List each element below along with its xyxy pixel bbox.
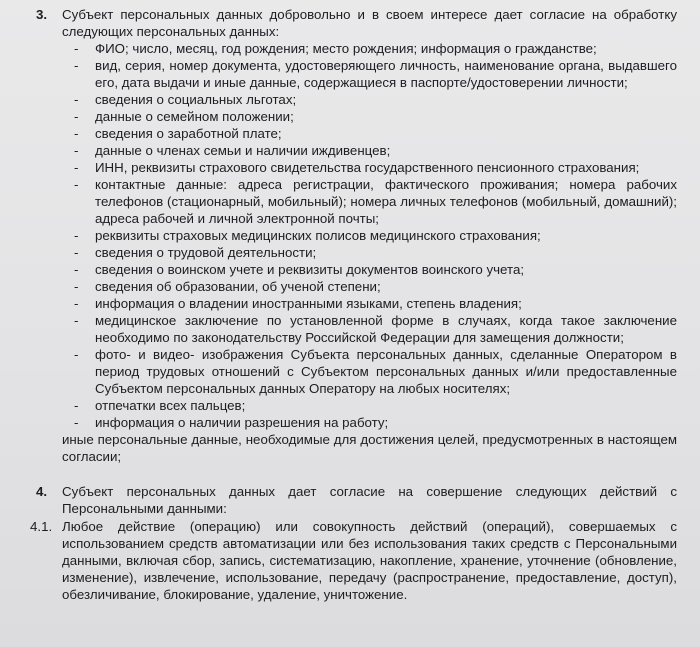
bullet-dash: - <box>74 245 79 260</box>
list-item-text: вид, серия, номер документа, удостоверяющего личность, наименование органа, выдавшего его, дата выдачи и иные данные, содержащиеся в паспорте/удостоверении личности; <box>95 58 677 90</box>
personal-data-list <box>0 40 700 431</box>
subsection-4-1 <box>0 518 700 603</box>
list-item-text: информация о владении иностранными языками, степень владения; <box>95 296 522 311</box>
list-item <box>0 57 677 91</box>
bullet-dash: - <box>74 347 79 362</box>
list-item-text: сведения о заработной плате; <box>95 126 282 141</box>
list-item <box>0 261 677 278</box>
section-3-intro: Субъект персональных данных добровольно и в своем интересе дает согласие на обработку следующих персональных данных: <box>62 7 677 39</box>
list-item <box>0 40 677 57</box>
list-item <box>0 312 677 346</box>
section-4-number: 4. <box>36 484 48 499</box>
section-3-outro: иные персональные данные, необходимые для достижения целей, предусмотренных в настоящем согласии; <box>62 432 677 464</box>
section-4 <box>0 483 700 603</box>
list-item <box>0 397 677 414</box>
bullet-dash: - <box>74 262 79 277</box>
subsection-4-1-text: Любое действие (операцию) или совокупность действий (операций), совершаемых с использованием средств автоматизации или без использования таких средств с Персональными данными, включая сбор, запись, систематизацию, накопление, хранение, уточнение (обновление, изменение), извлечение, использование, передачу (распространение, предоставление, доступ), обезличивание, блокирование, удаление, уничтожение. <box>62 519 677 602</box>
list-item <box>0 346 677 397</box>
list-item-text: сведения об образовании, об ученой степени; <box>95 279 381 294</box>
bullet-dash: - <box>74 41 79 56</box>
list-item <box>0 142 677 159</box>
list-item-text: информация о наличии разрешения на работу; <box>95 415 389 430</box>
list-item <box>0 108 677 125</box>
list-item-text: контактные данные: адреса регистрации, фактического проживания; номера рабочих телефонов (стационарный, мобильный); номера личных телефонов (мобильный, домашний); адреса рабочей и личной электронной почты; <box>95 177 677 226</box>
bullet-dash: - <box>74 92 79 107</box>
list-item <box>0 414 677 431</box>
list-item-text: сведения о трудовой деятельности; <box>95 245 317 260</box>
list-item-text: ФИО; число, месяц, год рождения; место рождения; информация о гражданстве; <box>95 41 597 56</box>
bullet-dash: - <box>74 415 79 430</box>
list-item <box>0 278 677 295</box>
bullet-dash: - <box>74 177 79 192</box>
subsection-4-1-number: 4.1. <box>30 519 53 534</box>
bullet-dash: - <box>74 160 79 175</box>
list-item-text: ИНН, реквизиты страхового свидетельства государственного пенсионного страхования; <box>95 160 640 175</box>
list-item-text: реквизиты страховых медицинских полисов медицинского страхования; <box>95 228 541 243</box>
bullet-dash: - <box>74 228 79 243</box>
bullet-dash: - <box>74 296 79 311</box>
list-item <box>0 125 677 142</box>
bullet-dash: - <box>74 279 79 294</box>
section-4-intro: Субъект персональных данных дает согласие на совершение следующих действий с Персональными данными: <box>62 484 677 516</box>
bullet-dash: - <box>74 143 79 158</box>
bullet-dash: - <box>74 313 79 328</box>
bullet-dash: - <box>74 126 79 141</box>
list-item-text: сведения о воинском учете и реквизиты документов воинского учета; <box>95 262 525 277</box>
section-3 <box>0 6 700 465</box>
bullet-dash: - <box>74 398 79 413</box>
list-item-text: отпечатки всех пальцев; <box>95 398 246 413</box>
list-item <box>0 176 677 227</box>
list-item-text: фото- и видео- изображения Субъекта персональных данных, сделанные Оператором в период трудовых отношений с Субъектом персональных данных и/или предоставленные Субъектом персональных данных Оператору на любых носителях; <box>95 347 677 396</box>
list-item-text: данные о членах семьи и наличии иждивенцев; <box>95 143 391 158</box>
list-item <box>0 244 677 261</box>
list-item <box>0 159 677 176</box>
list-item <box>0 91 677 108</box>
bullet-dash: - <box>74 58 79 73</box>
bullet-dash: - <box>74 109 79 124</box>
list-item-text: медицинское заключение по установленной форме в случаях, когда такое заключение необходимо по законодательству Российской Федерации для замещения должности; <box>95 313 677 345</box>
list-item <box>0 295 677 312</box>
list-item <box>0 227 677 244</box>
list-item-text: сведения о социальных льготах; <box>95 92 297 107</box>
list-item-text: данные о семейном положении; <box>95 109 294 124</box>
section-3-number: 3. <box>36 7 48 22</box>
